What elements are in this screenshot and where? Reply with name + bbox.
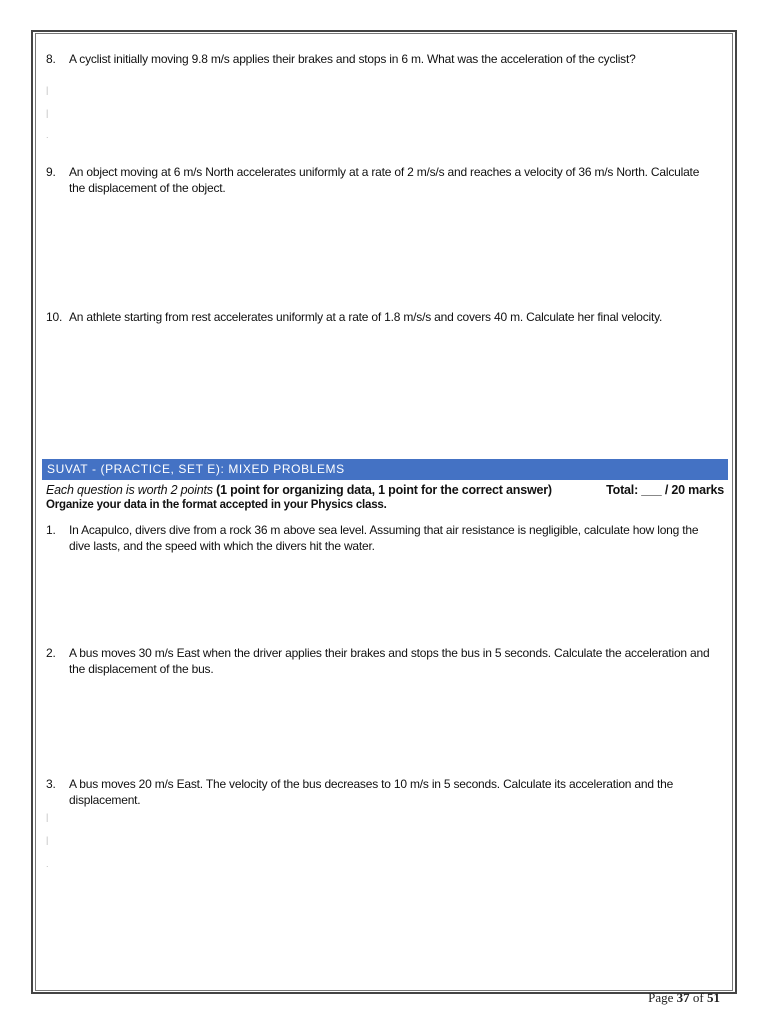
organize-instruction: Organize your data in the format accepted in your Physics class. (46, 499, 387, 511)
answer-space-mark: . (46, 859, 49, 869)
question-number: 9. (46, 165, 56, 179)
of-label: of (689, 990, 707, 1005)
answer-space-mark: | (46, 85, 49, 95)
page-number: 37 (676, 990, 690, 1005)
question-number: 8. (46, 52, 56, 66)
total-marks: Total: ___ / 20 marks (606, 483, 724, 497)
question-3 (46, 776, 718, 808)
answer-space-mark: . (46, 130, 49, 140)
question-8 (46, 51, 718, 67)
question-2 (46, 645, 718, 677)
points-italic: Each question is worth 2 points (46, 483, 213, 497)
answer-space-mark: | (46, 812, 49, 822)
question-number: 3. (46, 777, 56, 791)
question-number: 10. (46, 310, 63, 324)
question-text: In Acapulco, divers dive from a rock 36 m above sea level. Assuming that air resistance is negligible, calculate how long the dive lasts, and the speed with which the divers hit the water. (69, 523, 699, 553)
question-text: An object moving at 6 m/s North accelerates uniformly at a rate of 2 m/s/s and reaches a velocity of 36 m/s North. Calculate the displacement of the object. (69, 165, 700, 195)
total-pages: 51 (707, 990, 720, 1005)
question-text: A bus moves 20 m/s East. The velocity of the bus decreases to 10 m/s in 5 seconds. Calculate its acceleration and the displacement. (69, 777, 674, 807)
question-text: An athlete starting from rest accelerates uniformly at a rate of 1.8 m/s/s and covers 40 m. Calculate her final velocity. (69, 310, 663, 324)
question-number: 2. (46, 646, 56, 660)
answer-space-mark: | (46, 108, 49, 118)
answer-space-mark: | (46, 835, 49, 845)
page-footer (648, 990, 720, 1006)
section-heading: SUVAT - (PRACTICE, SET E): MIXED PROBLEMS (42, 459, 728, 480)
question-text: A cyclist initially moving 9.8 m/s applies their brakes and stops in 6 m. What was the acceleration of the cyclist? (69, 52, 636, 66)
question-1 (46, 522, 718, 554)
question-text: A bus moves 30 m/s East when the driver applies their brakes and stops the bus in 5 seconds. Calculate the acceleration and the displacement of the bus. (69, 646, 710, 676)
page-label: Page (648, 990, 677, 1005)
points-bold: (1 point for organizing data, 1 point for the correct answer) (212, 483, 552, 497)
points-instructions (46, 482, 726, 498)
question-9 (46, 164, 718, 196)
question-10 (46, 309, 718, 325)
question-number: 1. (46, 523, 56, 537)
